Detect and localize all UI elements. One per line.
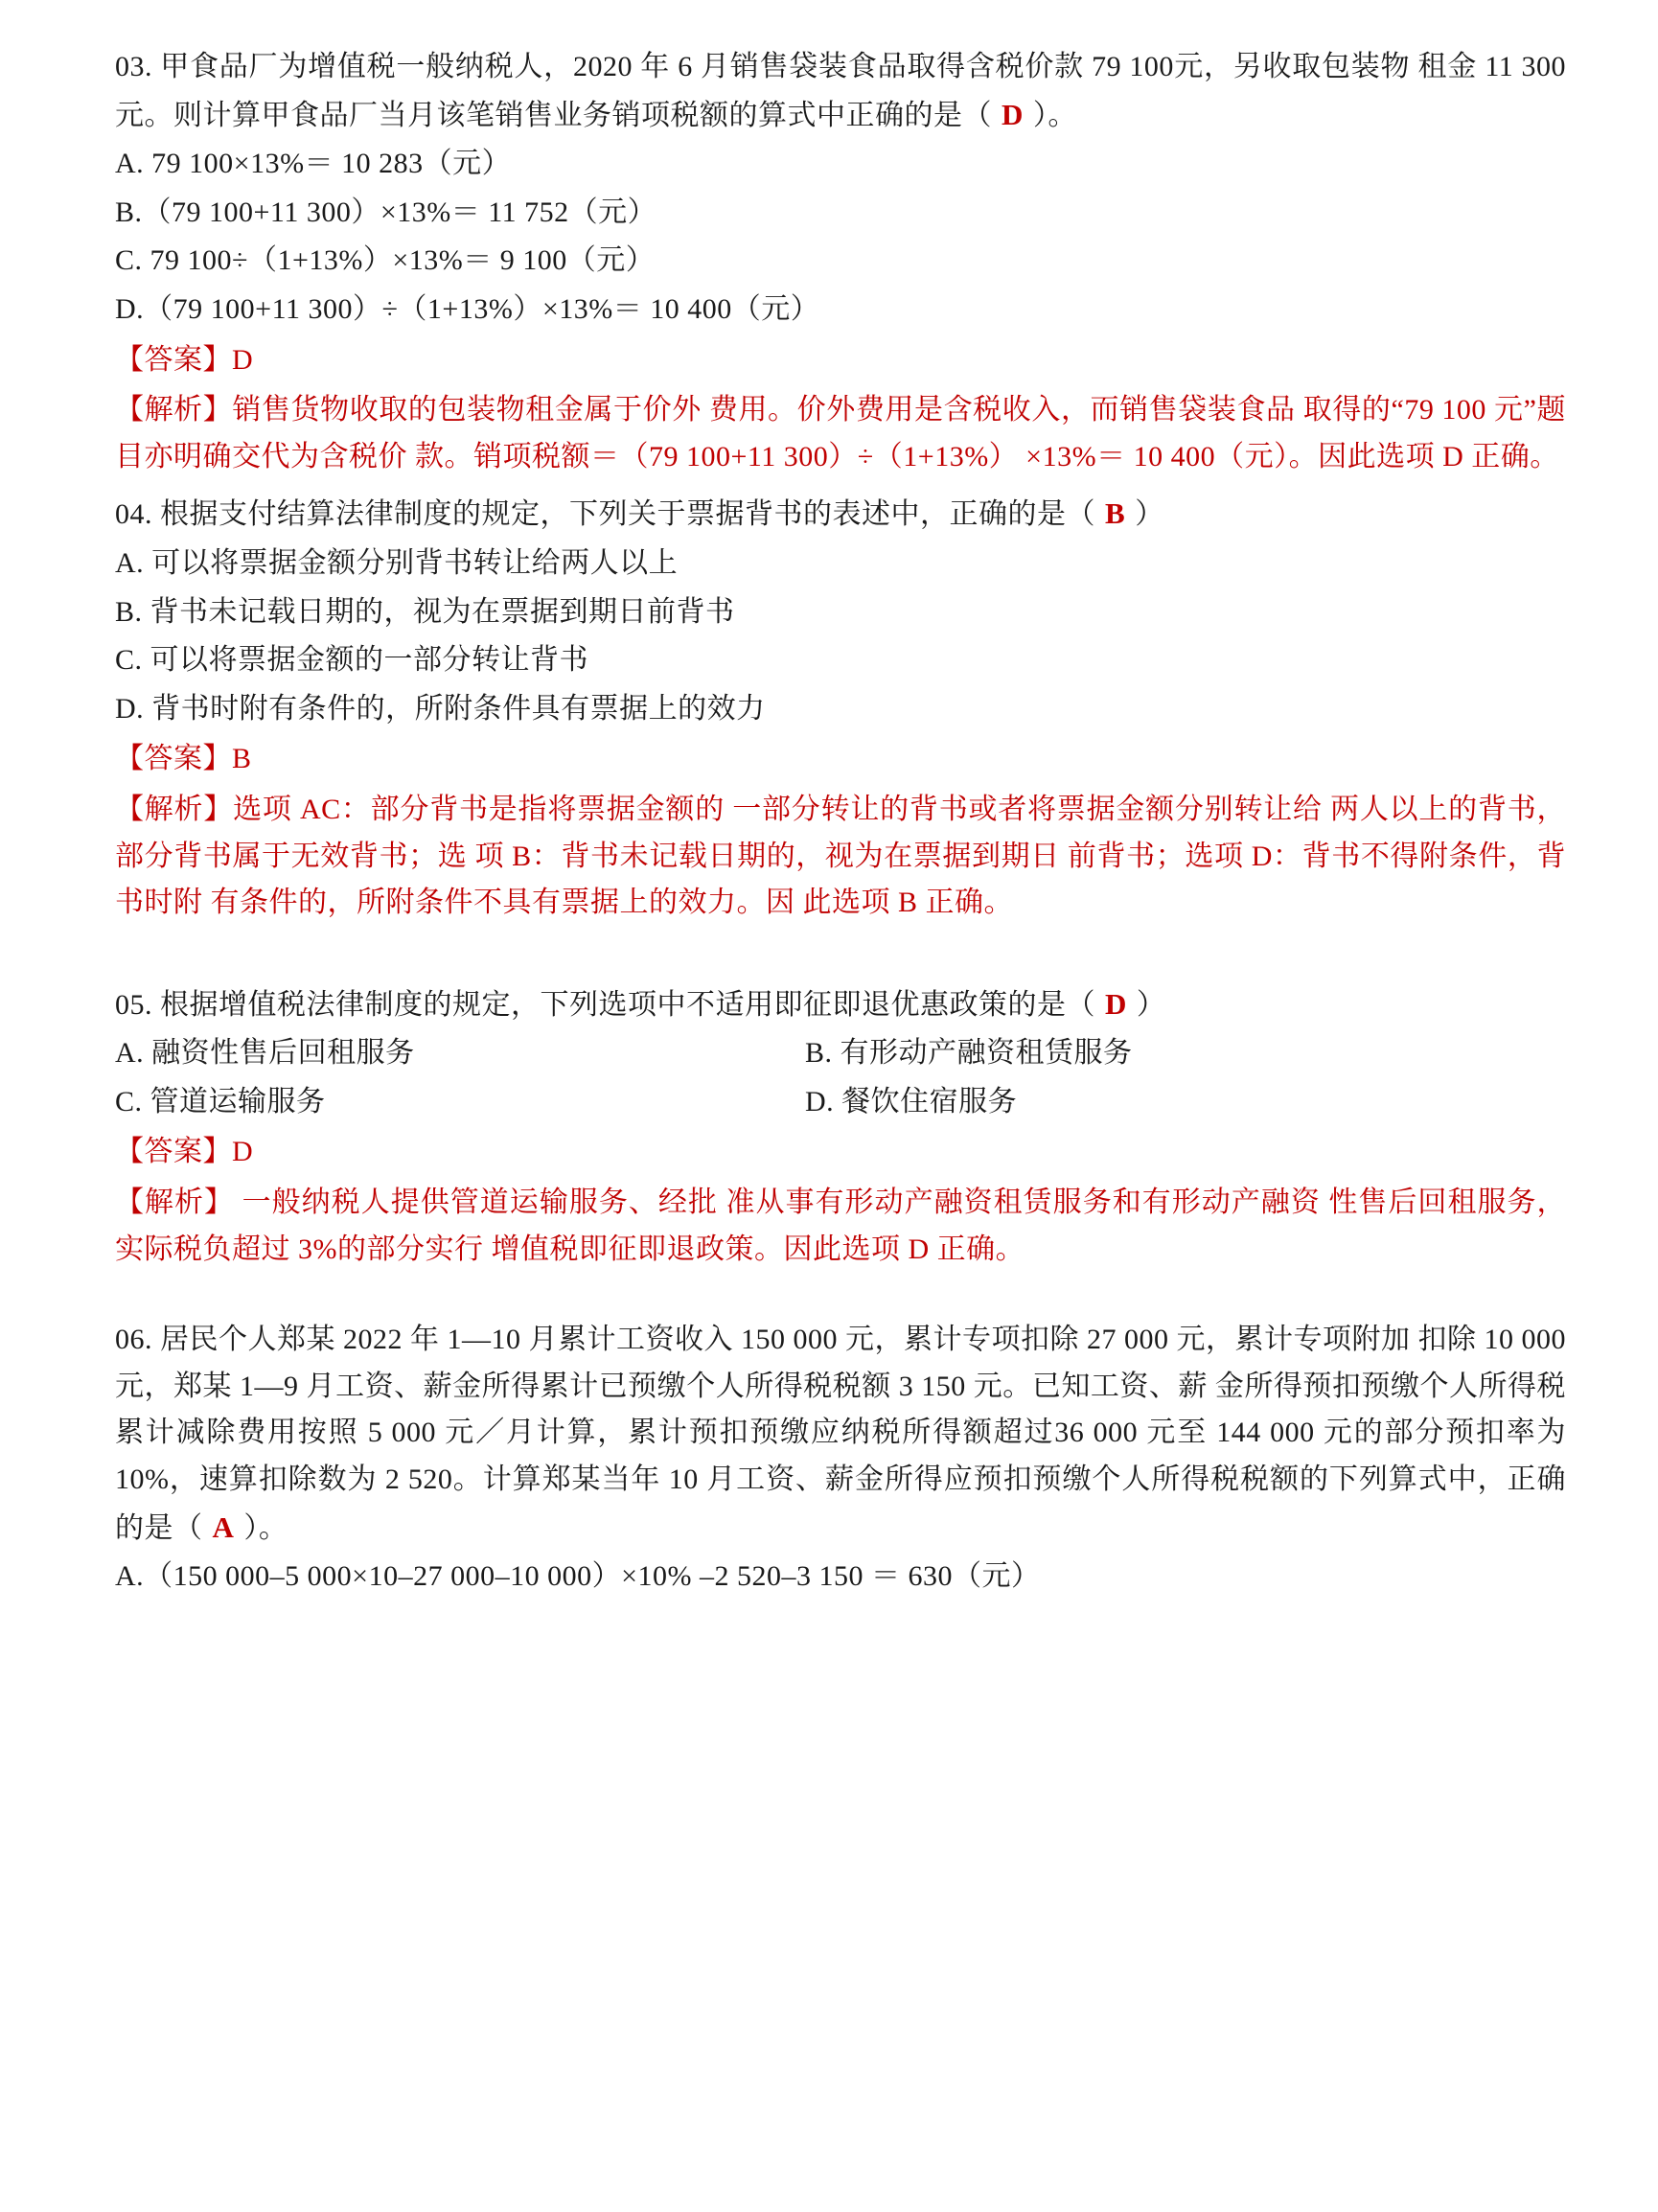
- option-b: B.（79 100+11 300）×13%＝ 11 752（元）: [115, 196, 657, 228]
- question-stem-text: 根据支付结算法律制度的规定，下列关于票据背书的表述中，正确的是（: [160, 498, 1095, 531]
- option-d: D. 餐饮住宿服务: [805, 1085, 1018, 1118]
- answer-value: D: [232, 1136, 254, 1168]
- question-block-04: [115, 490, 1566, 926]
- question-number: 03.: [115, 51, 152, 82]
- answer-line: [115, 736, 1566, 783]
- option-b: B. 背书未记载日期的，视为在票据到期日前背书: [115, 595, 735, 628]
- question-number: 04.: [115, 498, 152, 531]
- option-c: C. 管道运输服务: [115, 1085, 326, 1118]
- explanation-line: [115, 787, 1566, 927]
- option-a: A. 融资性售后回租服务: [115, 1037, 415, 1070]
- explanation-label: 【解析】: [115, 793, 234, 825]
- option-a: A. 79 100×13%＝ 10 283（元）: [115, 148, 512, 180]
- option-c: C. 79 100÷（1+13%）×13%＝ 9 100（元）: [115, 244, 656, 277]
- answer-fill-06: A: [212, 1509, 235, 1544]
- answer-fill-03: D: [1002, 97, 1024, 131]
- answer-label: 【答案】: [115, 1136, 232, 1168]
- option-c: C. 可以将票据金额的一部分转让背书: [115, 644, 589, 677]
- answer-label: 【答案】: [115, 343, 232, 376]
- answer-line: [115, 337, 1566, 384]
- question-number: 06.: [115, 1324, 152, 1356]
- question-block-05: [115, 980, 1566, 1274]
- question-stem-text-end: ）: [1135, 498, 1164, 531]
- question-stem: [115, 1317, 1566, 1552]
- explanation-label: 【解析】: [115, 1187, 235, 1219]
- question-number: 05.: [115, 988, 152, 1021]
- explanation-text: 选项 AC：部分背书是指将票据金额的 一部分转让的背书或者将票据金额分别转让给 两人以上的背书，部分背书属于无效背书；选 项 B：背书未记载日期的，视为在票据到期日 前背书；选项 D：背书不得附条件，背书时附 有条件的，所附条件不具有票据上的效力。因 此选项 B 正确。: [115, 793, 1566, 919]
- answer-value: D: [232, 343, 254, 376]
- explanation-line: [115, 1180, 1566, 1273]
- question-block-06: [115, 1317, 1566, 1601]
- section-spacer: [115, 1282, 1566, 1317]
- question-stem-text-end: ）: [1136, 988, 1166, 1021]
- answer-fill-04: B: [1105, 496, 1126, 531]
- question-stem-text: 根据增值税法律制度的规定，下列选项中不适用即征即退优惠政策的是（: [160, 988, 1095, 1021]
- option-row: [115, 1030, 1566, 1077]
- explanation-text: 销售货物收取的包装物租金属于价外 费用。价外费用是含税收入，而销售袋装食品 取得的“79 100 元”题目亦明确交代为含税价 款。销项税额＝（79 100+11 300）÷（1+13%） ×13%＝ 10 400（元）。因此选项 D 正确。: [115, 394, 1566, 472]
- answer-fill-05: D: [1105, 986, 1127, 1021]
- option-row: [115, 1079, 1566, 1126]
- question-stem: [115, 44, 1566, 139]
- explanation-line: [115, 387, 1566, 480]
- option-d: D.（79 100+11 300）÷（1+13%）×13%＝ 10 400（元）: [115, 292, 820, 325]
- explanation-label: 【解析】: [115, 394, 233, 426]
- section-spacer: [115, 936, 1566, 980]
- option-d: D. 背书时附有条件的，所附条件具有票据上的效力: [115, 692, 766, 725]
- explanation-text: 一般纳税人提供管道运输服务、经批 准从事有形动产融资租赁服务和有形动产融资 性售后回租服务，实际税负超过 3%的部分实行 增值税即征即退政策。因此选项 D 正确。: [115, 1187, 1567, 1265]
- option-b: B. 有形动产融资租赁服务: [805, 1037, 1133, 1070]
- question-stem-text-end: ）。: [243, 1511, 288, 1544]
- option-a: A. 可以将票据金额分别背书转让给两人以上: [115, 546, 679, 579]
- answer-value: B: [232, 743, 252, 775]
- question-block-03: [115, 44, 1566, 480]
- question-stem: [115, 980, 1566, 1029]
- question-stem-text-end: ）。: [1032, 99, 1077, 131]
- option-a: A.（150 000–5 000×10–27 000–10 000）×10% –2 520–3 150 ＝ 630（元）: [115, 1560, 1041, 1593]
- question-stem-text: 甲食品厂为增值税一般纳税人，2020 年 6 月销售袋装食品取得含税价款 79 100元，另收取包装物 租金 11 300 元。则计算甲食品厂当月该笔销售业务销项税额的算式中正确的是（: [115, 51, 1566, 131]
- question-stem: [115, 490, 1566, 539]
- question-stem-text: 居民个人郑某 2022 年 1—10 月累计工资收入 150 000 元，累计专项扣除 27 000 元，累计专项附加 扣除 10 000 元，郑某 1—9 月工资、薪金所得累计已预缴个人所得税税额 3 150 元。已知工资、薪 金所得预扣预缴个人所得税累计减除费用按照 5 000 元／月计算，累计预扣预缴应纳税所得额超过36 000 元至 144 000 元的部分预扣率为 10%，速算扣除数为 2 520。计算郑某当年 10 月工资、薪金所得应预扣预缴个人所得税税额的下列算式中，正确的是（: [115, 1324, 1566, 1544]
- answer-label: 【答案】: [115, 743, 232, 775]
- answer-line: [115, 1129, 1566, 1176]
